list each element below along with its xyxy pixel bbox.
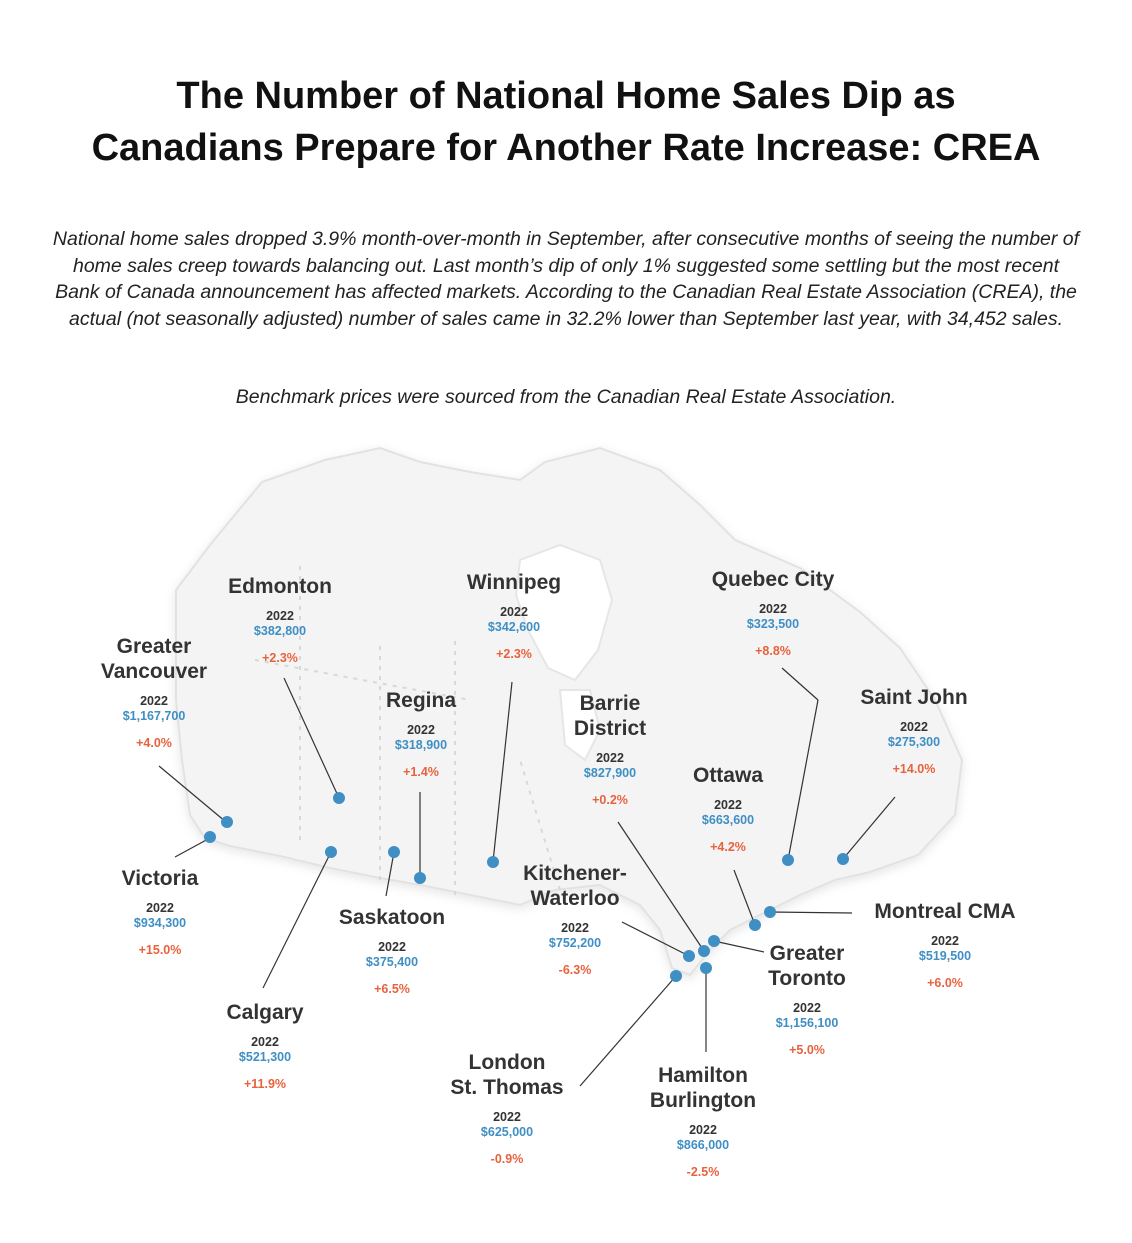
marker-montreal-cma[interactable] bbox=[764, 906, 776, 918]
city-edmonton bbox=[150, 574, 410, 666]
city-year: 2022 bbox=[900, 720, 928, 734]
city-name: Hamilton Burlington bbox=[649, 1064, 757, 1112]
city-change: +11.9% bbox=[243, 1077, 287, 1091]
city-year: 2022 bbox=[378, 940, 406, 954]
city-change: +0.2% bbox=[592, 793, 628, 807]
city-hamilton-burlington bbox=[573, 1063, 833, 1180]
city-victoria bbox=[30, 866, 290, 958]
city-year: 2022 bbox=[266, 609, 294, 623]
city-price: $625,000 bbox=[480, 1125, 534, 1139]
marker-quebec-city[interactable] bbox=[782, 854, 794, 866]
city-price: $375,400 bbox=[365, 955, 419, 969]
city-change: +6.5% bbox=[374, 982, 410, 996]
marker-ottawa[interactable] bbox=[749, 919, 761, 931]
marker-saskatoon[interactable] bbox=[388, 846, 400, 858]
marker-greater-vancouver[interactable] bbox=[221, 816, 233, 828]
city-year: 2022 bbox=[146, 901, 174, 915]
city-saint-john bbox=[784, 685, 1044, 777]
city-name: Greater Vancouver bbox=[100, 635, 208, 683]
city-price: $866,000 bbox=[676, 1138, 730, 1152]
city-price: $827,900 bbox=[583, 766, 637, 780]
city-change: +14.0% bbox=[892, 762, 936, 776]
city-year: 2022 bbox=[689, 1123, 717, 1137]
city-calgary bbox=[135, 1000, 395, 1092]
city-year: 2022 bbox=[596, 751, 624, 765]
city-kitchener-waterloo bbox=[445, 861, 705, 978]
city-name: Barrie District bbox=[573, 692, 647, 740]
source-note: Benchmark prices were sourced from the Canadian Real Estate Association. bbox=[235, 386, 897, 408]
city-price: $1,156,100 bbox=[775, 1016, 839, 1030]
city-price: $519,500 bbox=[918, 949, 972, 963]
marker-victoria[interactable] bbox=[204, 831, 216, 843]
city-change: +8.8% bbox=[755, 644, 791, 658]
marker-calgary[interactable] bbox=[325, 846, 337, 858]
city-price: $318,900 bbox=[394, 738, 448, 752]
title-line-1: The Number of National Home Sales Dip as bbox=[176, 75, 956, 117]
city-change: +4.0% bbox=[136, 736, 172, 750]
city-montreal-cma bbox=[815, 899, 1075, 991]
city-name: Quebec City bbox=[711, 568, 835, 591]
intro-paragraph: National home sales dropped 3.9% month-over-month in September, after consecutive months of seeing the number of home sales creep towards balancing out. Last month’s dip of only 1% suggested some settling but the most recent Bank of Canada announcement has affected markets. According to the Canadian Real Estate Association (CREA), the actual (not seasonally adjusted) number of sales came in 32.2% lower than September last year, with 34,452 sales. bbox=[52, 228, 1080, 330]
city-change: +15.0% bbox=[138, 943, 182, 957]
marker-regina[interactable] bbox=[414, 872, 426, 884]
city-name: Saint John bbox=[860, 686, 968, 709]
city-change: -6.3% bbox=[558, 963, 592, 977]
city-year: 2022 bbox=[793, 1001, 821, 1015]
city-price: $1,167,700 bbox=[122, 709, 186, 723]
city-change: +5.0% bbox=[789, 1043, 825, 1057]
city-change: +1.4% bbox=[403, 765, 439, 779]
city-price: $323,500 bbox=[746, 617, 800, 631]
city-price: $663,600 bbox=[701, 813, 755, 827]
city-year: 2022 bbox=[251, 1035, 279, 1049]
city-name: Greater Toronto bbox=[768, 942, 846, 990]
city-name: Saskatoon bbox=[338, 906, 446, 929]
city-price: $275,300 bbox=[887, 735, 941, 749]
city-name: Ottawa bbox=[692, 764, 763, 787]
city-change: +2.3% bbox=[262, 651, 298, 665]
title-line-2: Canadians Prepare for Another Rate Increase: CREA bbox=[91, 127, 1041, 169]
city-year: 2022 bbox=[493, 1110, 521, 1124]
city-name: Kitchener- Waterloo bbox=[523, 862, 627, 910]
city-name: London St. Thomas bbox=[450, 1051, 564, 1099]
city-change: +2.3% bbox=[496, 647, 532, 661]
city-name: Winnipeg bbox=[466, 571, 562, 594]
city-year: 2022 bbox=[500, 605, 528, 619]
city-year: 2022 bbox=[759, 602, 787, 616]
city-name: Edmonton bbox=[228, 575, 332, 598]
city-name: Victoria bbox=[121, 867, 199, 890]
city-year: 2022 bbox=[561, 921, 589, 935]
city-change: -2.5% bbox=[686, 1165, 720, 1179]
city-year: 2022 bbox=[931, 934, 959, 948]
city-name: Regina bbox=[385, 689, 456, 712]
city-winnipeg bbox=[384, 570, 644, 662]
city-price: $521,300 bbox=[238, 1050, 292, 1064]
city-year: 2022 bbox=[140, 694, 168, 708]
city-year: 2022 bbox=[714, 798, 742, 812]
city-change: -0.9% bbox=[490, 1152, 524, 1166]
city-year: 2022 bbox=[407, 723, 435, 737]
city-name: Montreal CMA bbox=[874, 900, 1016, 923]
city-quebec-city bbox=[643, 567, 903, 659]
marker-edmonton[interactable] bbox=[333, 792, 345, 804]
city-name: Calgary bbox=[226, 1001, 304, 1024]
city-price: $342,600 bbox=[487, 620, 541, 634]
city-price: $752,200 bbox=[548, 936, 602, 950]
city-price: $934,300 bbox=[133, 916, 187, 930]
city-change: +6.0% bbox=[927, 976, 963, 990]
city-change: +4.2% bbox=[710, 840, 746, 854]
city-price: $382,800 bbox=[253, 624, 307, 638]
